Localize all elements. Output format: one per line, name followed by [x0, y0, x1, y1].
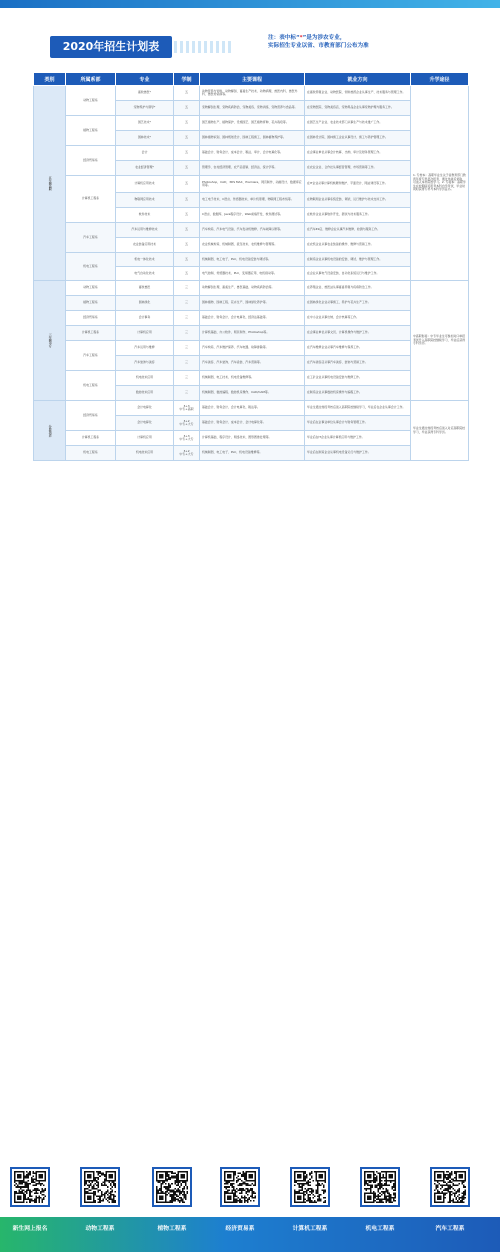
- major-cell: 计算机应用技术: [116, 176, 174, 193]
- years-cell: 三: [174, 386, 200, 401]
- courses-cell: 园林植物、园林工程、花卉生产、园林绿化养护等。: [200, 296, 305, 311]
- department-cell: 计算机工程系: [66, 176, 116, 223]
- table-row: [34, 253, 469, 267]
- years-cell: 3+3 中专+高职: [174, 401, 200, 416]
- table-row: [34, 401, 469, 416]
- jobs-cell: 在中小企业从事出纳、会计核算等工作。: [305, 311, 411, 326]
- major-cell: 会计: [116, 146, 174, 161]
- courses-cell: 基础会计、财务会计、成本会计、会计电算化等。: [200, 416, 305, 431]
- jobs-cell: 在宠物医院、宠物美容店、宠物用品企业从事宠物护理与服务工作。: [305, 101, 411, 116]
- courses-cell: 汽车构造、汽车维护保养、汽车电器、故障排除等。: [200, 341, 305, 356]
- major-cell: 软件技术: [116, 208, 174, 223]
- table-row: [34, 223, 469, 238]
- years-cell: 五: [174, 131, 200, 146]
- major-cell: 机电技术应用: [116, 446, 174, 461]
- department-cell: 植物工程系: [66, 296, 116, 311]
- years-cell: 五: [174, 267, 200, 281]
- years-cell: 三: [174, 326, 200, 341]
- category-cell: 三年制中专: [34, 281, 66, 401]
- footer: [0, 582, 500, 1232]
- jobs-cell: 毕业后在企事业单位从事会计与财务管理工作。: [305, 416, 411, 431]
- header-years: 学制: [174, 73, 200, 86]
- major-cell: 计算机应用: [116, 431, 174, 446]
- header-jobs: 就业方向: [305, 73, 411, 86]
- major-cell: 会计电算化: [116, 416, 174, 431]
- jobs-cell: 在畜牧养殖企业、动物医院、饲料兽药企业从事生产、技术服务与管理工作。: [305, 86, 411, 101]
- footer-label: 新生网上报名: [12, 1226, 48, 1232]
- major-cell: 园林绿化: [116, 296, 174, 311]
- major-cell: 机电技术应用: [116, 371, 174, 386]
- department-cell: 机电工程系: [66, 446, 116, 461]
- enrollment-table: [33, 72, 469, 461]
- years-cell: 三: [174, 296, 200, 311]
- courses-cell: 管理学、农村经济管理、农产品营销、经济法、统计学等。: [200, 161, 305, 176]
- courses-cell: 机械制图、电工电子、PLC、机电设备维修等。: [200, 446, 305, 461]
- header-major: 专业: [116, 73, 174, 86]
- progression-cell: 1. 专转本：高职毕业生关于省教育部门教育年度专科层次报考，通过选拔后录取，可进入本科院校学习。2. 专接本：高职学生在校期间可报考本科自学考试，毕业时同时获得专科与本科学历证书。: [411, 86, 469, 281]
- major-cell: 农业经济管理*: [116, 161, 174, 176]
- jobs-cell: 在养殖企业、兽医站从事畜禽养殖与疾病防治工作。: [305, 281, 411, 296]
- department-cell: 机电工程系: [66, 371, 116, 401]
- department-cell: 机电工程系: [66, 253, 116, 281]
- years-cell: 三: [174, 281, 200, 296]
- years-cell: 五: [174, 176, 200, 193]
- courses-cell: 电工电子技术、C语言、传感器技术、单片机原理、物联网工程布线等。: [200, 193, 305, 208]
- courses-cell: 动物营养与饲料、动物解剖、畜禽生产技术、动物病理、兽医内科、兽医外科、兽医传染病等。: [200, 86, 305, 101]
- footer-label: 机电工程系: [365, 1226, 395, 1232]
- header-courses: 主要课程: [200, 73, 305, 86]
- jobs-cell: 在园林设计院、园林施工企业从事设计、施工与养护管理工作。: [305, 131, 411, 146]
- jobs-cell: 在企业从事电气设备安装、自动化系统运行与维护工作。: [305, 267, 411, 281]
- major-cell: 会计事务: [116, 311, 174, 326]
- jobs-cell: 在软件企业从事软件开发、测试与技术服务工作。: [305, 208, 411, 223]
- major-cell: 汽车运用与维修: [116, 341, 174, 356]
- department-cell: 汽车工程系: [66, 341, 116, 371]
- years-cell: 3+2 中专+大专: [174, 446, 200, 461]
- years-cell: 三: [174, 341, 200, 356]
- major-cell: 农业装备应用技术: [116, 238, 174, 253]
- courses-cell: 动物解剖生理、畜禽生产、兽医基础、动物疾病防治等。: [200, 281, 305, 296]
- years-cell: 三: [174, 371, 200, 386]
- major-cell: 计算机应用: [116, 326, 174, 341]
- courses-cell: 农业机械构造、机械制图、液压技术、农机维修与管理等。: [200, 238, 305, 253]
- qr-code-icon: [430, 1167, 470, 1207]
- footer-label: 动物工程系: [85, 1226, 115, 1232]
- table-row: [34, 116, 469, 131]
- major-cell: 园林技术*: [116, 131, 174, 146]
- courses-cell: 基础会计、财务会计、成本会计、税法、审计、会计电算化等。: [200, 146, 305, 161]
- major-cell: 机电一体化技术: [116, 253, 174, 267]
- footer-label: 经济贸易系: [225, 1226, 255, 1232]
- table-row: [34, 431, 469, 446]
- table-row: [34, 446, 469, 461]
- jobs-cell: 在物联网企业从事系统安装、调试、运行维护与技术支持工作。: [305, 193, 411, 208]
- table-row: [34, 326, 469, 341]
- major-cell: 数控技术应用: [116, 386, 174, 401]
- note-mark: *: [299, 35, 303, 41]
- jobs-cell: 在农业企业、合作社从事经营管理、市场营销等工作。: [305, 161, 411, 176]
- courses-cell: 机械制图、数控编程、数控机床操作、CAD/CAM等。: [200, 386, 305, 401]
- courses-cell: 园艺植物生产、植物保护、设施园艺、园艺植物育种、花卉栽培等。: [200, 116, 305, 131]
- footer-label: 植物工程系: [157, 1226, 187, 1232]
- years-cell: 五: [174, 223, 200, 238]
- category-cell: 分段培养: [34, 401, 66, 461]
- category-cell: 五年制高职: [34, 86, 66, 281]
- years-cell: 五: [174, 146, 200, 161]
- header-progression: 升学途径: [411, 73, 469, 86]
- enrollment-note: [268, 34, 468, 50]
- table-row: [34, 371, 469, 386]
- courses-cell: 汽车美容、汽车装饰、汽车涂装、汽车营销等。: [200, 356, 305, 371]
- table-row: [34, 296, 469, 311]
- progression-cell: 中高职衔接：中专毕业生可参加对口单招考试升入高职院校继续学习，毕业后获得专科学历。: [411, 281, 469, 401]
- major-cell: 物联网应用技术: [116, 193, 174, 208]
- note-prefix: 注：表中标“: [268, 35, 300, 41]
- jobs-cell: 在汽车美容店从事汽车美容、装饰与营销工作。: [305, 356, 411, 371]
- courses-cell: 基础会计、财务会计、会计电算化、税法等。: [200, 401, 305, 416]
- major-cell: 畜牧兽医: [116, 281, 174, 296]
- footer-label: 汽车工程系: [435, 1226, 465, 1232]
- department-cell: 动物工程系: [66, 281, 116, 296]
- progression-cell: 毕业生通过转段考核后进入对应高职院校学习，毕业获得专科学历。: [411, 401, 469, 461]
- qr-code-icon: [290, 1167, 330, 1207]
- major-cell: 宠物养护与驯导*: [116, 101, 174, 116]
- major-cell: 会计电算化: [116, 401, 174, 416]
- department-cell: 汽车工程系: [66, 223, 116, 253]
- jobs-cell: 在汽车4S店、维修企业从事汽车维修、检测与服务工作。: [305, 223, 411, 238]
- top-color-band: [0, 0, 500, 8]
- department-cell: 植物工程系: [66, 116, 116, 146]
- header-department: 所属系部: [66, 73, 116, 86]
- department-cell: 计算机工程系: [66, 431, 116, 446]
- courses-cell: C语言、数据库、Java程序设计、Web前端开发、软件测试等。: [200, 208, 305, 223]
- table-row: [34, 281, 469, 296]
- years-cell: 五: [174, 208, 200, 223]
- jobs-cell: 在企事业单位从事文员、计算机操作与维护工作。: [305, 326, 411, 341]
- years-cell: 3+3 中专+大专: [174, 431, 200, 446]
- courses-cell: 电气控制、传感器技术、PLC、变频器应用、电机拖动等。: [200, 267, 305, 281]
- jobs-cell: 在园林绿化企业从事施工、养护与花卉生产工作。: [305, 296, 411, 311]
- years-cell: 五: [174, 161, 200, 176]
- courses-cell: 计算机基础、程序设计、网络技术、图形图像处理等。: [200, 431, 305, 446]
- table-header-row: [34, 73, 469, 86]
- years-cell: 五: [174, 253, 200, 267]
- courses-cell: 计算机基础、办公软件、网页制作、Photoshop等。: [200, 326, 305, 341]
- years-cell: 三: [174, 311, 200, 326]
- qr-code-icon: [152, 1167, 192, 1207]
- department-cell: 经济贸易系: [66, 401, 116, 431]
- years-cell: 五: [174, 193, 200, 208]
- years-cell: 五: [174, 116, 200, 131]
- years-cell: 五: [174, 86, 200, 101]
- courses-cell: 机械制图、电工电子、PLC、机电设备安装与调试等。: [200, 253, 305, 267]
- table-row: [34, 311, 469, 326]
- courses-cell: Photoshop、CAD、3DS MAX、Premiere、网页制作、动画设计、数据库应用等。: [200, 176, 305, 193]
- courses-cell: 基础会计、财务会计、会计电算化、经济法基础等。: [200, 311, 305, 326]
- note-line2: 实际招生专业以省、市教育部门公布为准: [268, 43, 369, 49]
- page-title: 2020年招生计划表: [50, 36, 172, 58]
- footer-label: 计算机工程系: [292, 1226, 328, 1232]
- qr-code-icon: [80, 1167, 120, 1207]
- jobs-cell: 在农机企业从事农业装备的操作、维修与营销工作。: [305, 238, 411, 253]
- years-cell: 3+2 中专+大专: [174, 416, 200, 431]
- major-cell: 电气自动化技术: [116, 267, 174, 281]
- jobs-cell: 在IT企业从事计算机软硬件维护、平面设计、网站建设等工作。: [305, 176, 411, 193]
- table-body: [34, 86, 469, 461]
- courses-cell: 园林植物识别、园林规划设计、园林工程施工、园林植物养护等。: [200, 131, 305, 146]
- years-cell: 三: [174, 356, 200, 371]
- courses-cell: 宠物解剖生理、宠物疾病防治、宠物美容、宠物训练、宠物营养与食品等。: [200, 101, 305, 116]
- title-decoration: [174, 41, 234, 53]
- major-cell: 畜牧兽医*: [116, 86, 174, 101]
- jobs-cell: 毕业后在制造企业从事机电设备运行与维护工作。: [305, 446, 411, 461]
- header-category: 类别: [34, 73, 66, 86]
- jobs-cell: 在企事业单位从事会计核算、出纳、审计及财务管理工作。: [305, 146, 411, 161]
- qr-code-icon: [360, 1167, 400, 1207]
- jobs-cell: 在汽车维修企业从事汽车维修与保养工作。: [305, 341, 411, 356]
- department-cell: 经济贸易系: [66, 146, 116, 176]
- years-cell: 五: [174, 101, 200, 116]
- major-cell: 汽车装饰与美容: [116, 356, 174, 371]
- courses-cell: 机械制图、电工技术、机电设备维修等。: [200, 371, 305, 386]
- table-row: [34, 176, 469, 193]
- jobs-cell: 在制造企业从事机电设备的安装、调试、维护与管理工作。: [305, 253, 411, 267]
- years-cell: 五: [174, 238, 200, 253]
- major-cell: 汽车运用与维修技术: [116, 223, 174, 238]
- qr-code-icon: [10, 1167, 50, 1207]
- table-row: [34, 341, 469, 356]
- courses-cell: 汽车构造、汽车电气设备、汽车发动机维修、汽车故障诊断等。: [200, 223, 305, 238]
- table-row: [34, 146, 469, 161]
- jobs-cell: 在园艺生产企业、农业技术部门从事生产与技术推广工作。: [305, 116, 411, 131]
- department-cell: 计算机工程系: [66, 326, 116, 341]
- jobs-cell: 毕业后在IT企业从事计算机应用与维护工作。: [305, 431, 411, 446]
- jobs-cell: 毕业生通过转段考核后进入高职院校继续学习，毕业后在企业从事会计工作。: [305, 401, 411, 416]
- major-cell: 园艺技术*: [116, 116, 174, 131]
- department-cell: 经济贸易系: [66, 311, 116, 326]
- jobs-cell: 在制造企业从事数控机床操作与编程工作。: [305, 386, 411, 401]
- table-row: [34, 86, 469, 101]
- note-suffix: ”是为涉农专业，: [302, 35, 346, 41]
- department-cell: 动物工程系: [66, 86, 116, 116]
- qr-code-icon: [220, 1167, 260, 1207]
- jobs-cell: 在工矿企业从事机电设备安装与维修工作。: [305, 371, 411, 386]
